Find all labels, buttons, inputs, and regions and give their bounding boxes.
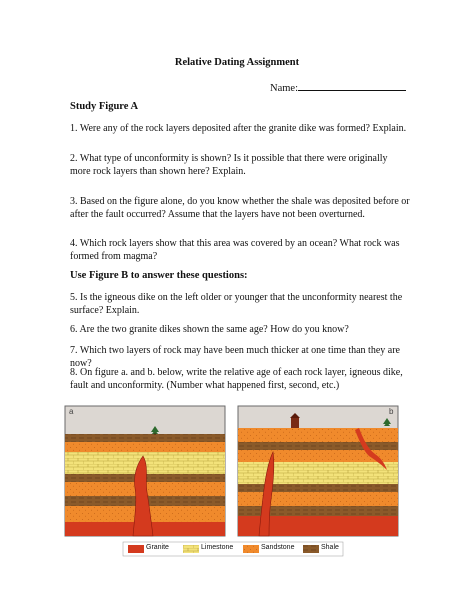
question-8: 8. On figure a. and b. below, write the relative age of each rock layer, igneous dike, fault and unconformity. (Number what happened first, second, etc.)	[70, 367, 403, 391]
name-blank-line	[298, 80, 406, 91]
name-label: Name:	[270, 83, 298, 94]
question-3: 3. Based on the figure alone, do you know whether the shale was deposited before or after the fault occurred? Assume that the layers have not been overturned.	[70, 196, 410, 220]
legend-granite: Granite	[146, 544, 169, 551]
rock-layers-figure	[63, 404, 403, 576]
legend-shale: Shale	[321, 544, 339, 551]
question-1: 1. Were any of the rock layers deposited after the granite dike was formed? Explain.	[70, 123, 407, 134]
study-figure-a-heading: Study Figure A	[70, 101, 139, 112]
question-4: 4. Which rock layers show that this area was covered by an ocean? What rock was formed from magma?	[70, 238, 400, 262]
question-7: 7. Which two layers of rock may have been much thicker at one time than they are now?	[70, 345, 400, 369]
figure-a-panel	[65, 406, 225, 536]
question-6: 6. Are the two granite dikes shown the same age? How do you know?	[70, 324, 349, 335]
figure-b-panel	[238, 406, 398, 536]
figure-b-heading: Use Figure B to answer these questions:	[70, 270, 248, 281]
name-field	[270, 80, 406, 94]
question-5: 5. Is the igneous dike on the left older or younger that the unconformity nearest the surface? Explain.	[70, 292, 403, 316]
figure-b-label: b	[389, 407, 394, 416]
page-title: Relative Dating Assignment	[174, 57, 300, 68]
figure-a-label: a	[69, 407, 74, 416]
legend-sandstone: Sandstone	[261, 544, 295, 551]
question-2: 2. What type of unconformity is shown? Is it possible that there were originally more rock layers than shown here? Explain.	[70, 153, 388, 177]
legend-limestone: Limestone	[201, 544, 234, 551]
